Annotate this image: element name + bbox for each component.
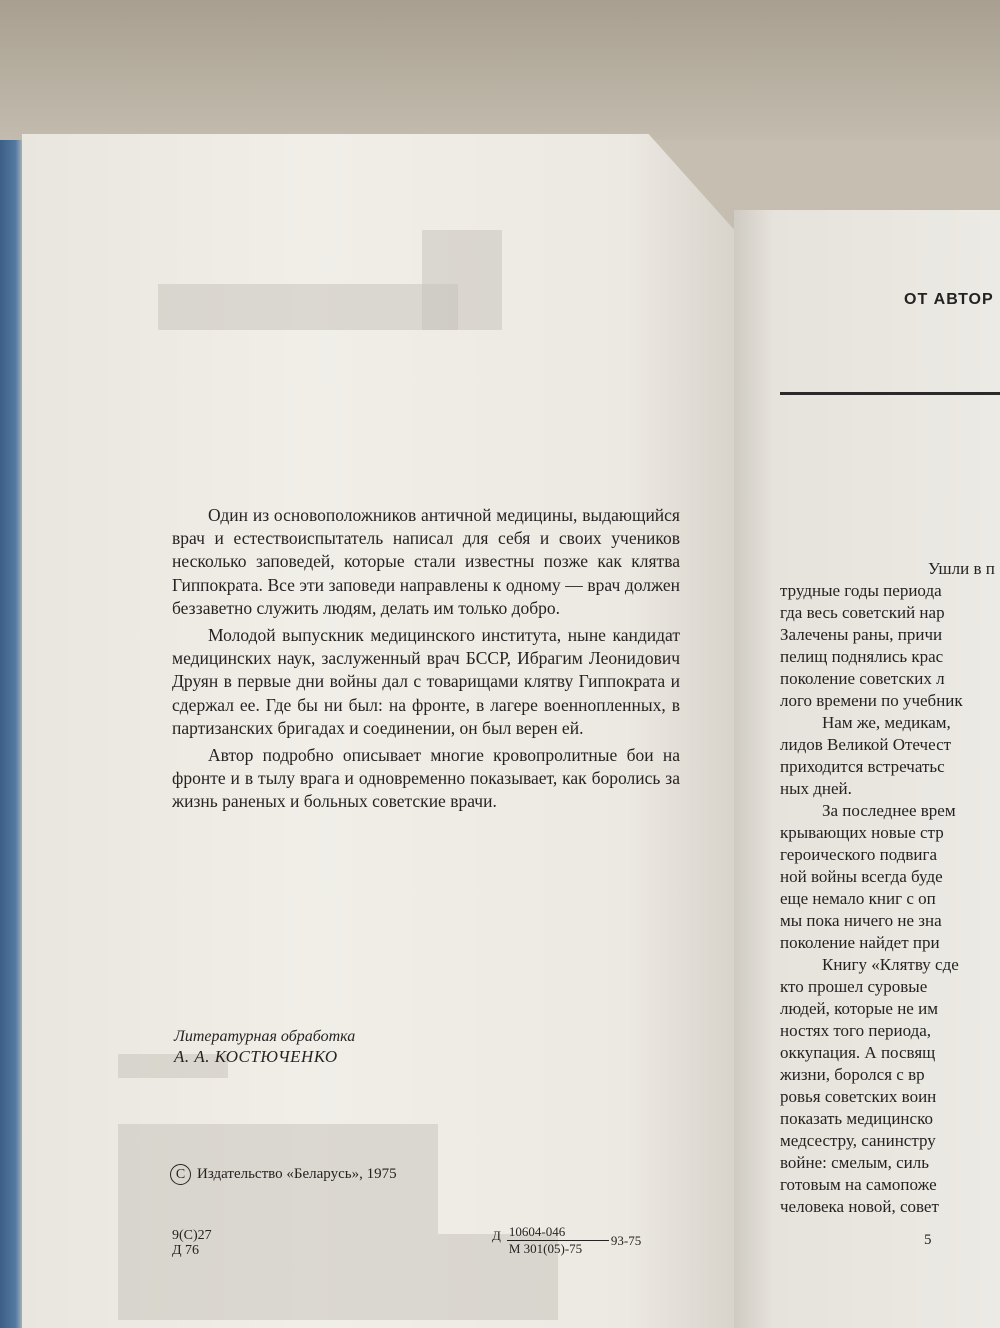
text-line: ных дней. [780,779,852,798]
text-line: Книгу «Клятву сде [822,955,959,974]
text-line: кто прошел суровые [780,977,928,996]
right-page-text [780,558,1000,1218]
paragraph: Автор подробно описывает многие кровопролитные бои на фронте и в тылу врага и одновременно показывает, как боролись за жизнь раненых и больных советские врачи. [172,745,680,812]
copyright-text: Издательство «Беларусь», 1975 [197,1166,397,1182]
classification-line: Д 76 [172,1243,200,1258]
credit-label: Литературная обработка [174,1028,356,1045]
paragraph: Один из основоположников античной медицины, выдающийся врач и естествоиспытатель написал для себя и своих учеников несколько заповедей, которые стали известны позже как клятва Гиппократа. Все эти заповеди направлены к одному — врач должен беззаветно служить людям, делать им только добро. [172,505,680,618]
copyright-line [170,1164,397,1185]
copyright-icon: C [170,1164,191,1185]
text-line: героического подвига [780,845,938,864]
text-line: поколение советских л [780,669,945,688]
text-line: лидов Великой Отечест [780,735,952,754]
paragraph: Молодой выпускник медицинского института, ныне кандидат медицинских наук, заслуженный врач БССР, Ибрагим Леонидович Друян в первые дни войны дал с товарищами клятву Гиппократа и сдержал ее. Где бы ни был: на фронте, в лагере военнопленных, в партизанских бригадах и соединении, он был верен ей. [172,625,680,738]
text-line: оккупация. А посвящ [780,1043,936,1062]
show-through-emblem [422,230,502,330]
index-fraction [507,1224,609,1257]
index-numerator: 10604-046 [507,1224,609,1241]
classification-line: 9(С)27 [172,1228,212,1243]
text-line: мы пока ничего не зна [780,911,942,930]
text-line: лого времени по учебник [780,691,963,710]
literary-credit [174,1027,355,1067]
text-line: За последнее врем [822,801,956,820]
text-line: человека новой, совет [780,1197,939,1216]
show-through-title [158,284,458,330]
credit-name: А. А. КОСТЮЧЕНКО [174,1047,338,1066]
text-line: трудные годы периода [780,581,942,600]
text-line: готовым на самопоже [780,1175,937,1194]
text-line: медсестру, санинстру [780,1131,936,1150]
text-line: войне: смелым, силь [780,1153,930,1172]
publication-index [492,1224,642,1257]
text-line: ной войны всегда буде [780,867,943,886]
text-line: крывающих новые стр [780,823,944,842]
text-line: пелищ поднялись крас [780,647,944,666]
classification-code [172,1228,212,1258]
text-line: ностях того периода, [780,1021,932,1040]
right-page-heading: ОТ АВТОР [904,291,994,308]
text-line: гда весь советский нар [780,603,945,622]
index-suffix: 93-75 [610,1233,642,1248]
annotation-text [172,504,680,818]
text-line: людей, которые не им [780,999,938,1018]
text-line: Залечены раны, причи [780,625,943,644]
text-line: поколение найдет при [780,933,940,952]
text-line: приходится встречатьс [780,757,945,776]
text-line: жизни, боролся с вр [780,1065,925,1084]
heading-rule [780,392,1000,395]
index-denominator: М 301(05)-75 [508,1241,583,1256]
index-prefix: Д [492,1228,501,1243]
text-line: Ушли в п [928,559,995,578]
text-line: Нам же, медикам, [822,713,951,732]
text-line: показать медицинско [780,1109,933,1128]
text-line: ровья советских воин [780,1087,937,1106]
text-line: еще немало книг с оп [780,889,936,908]
table-surface [0,0,1000,140]
page-number: 5 [924,1232,932,1248]
